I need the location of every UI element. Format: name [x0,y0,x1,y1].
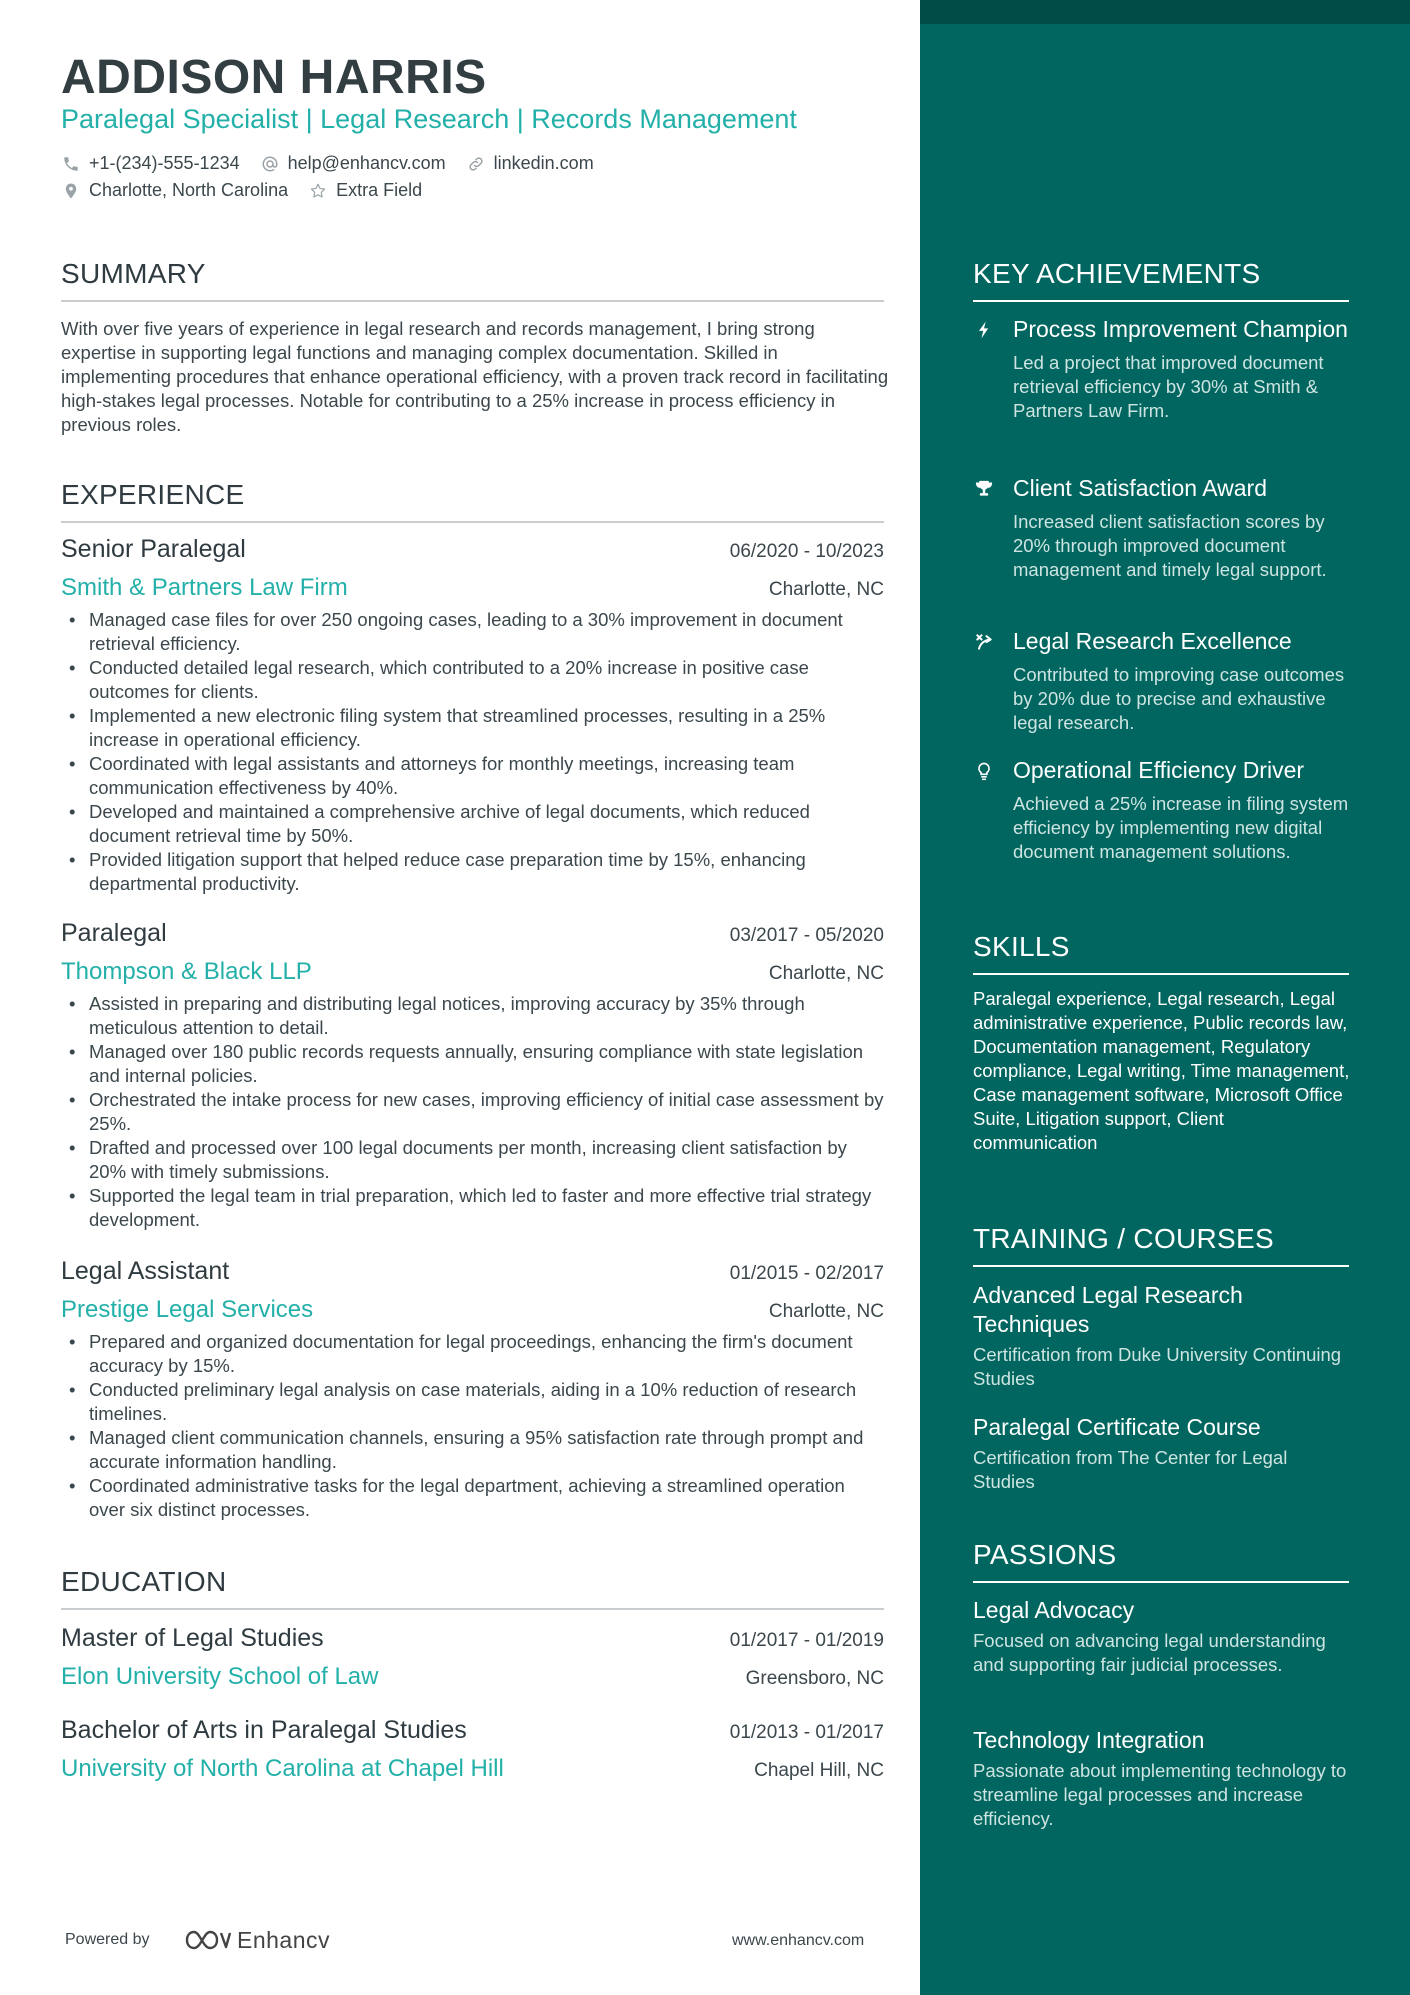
sidebar-top-bar [920,0,1410,24]
job-location: Charlotte, NC [768,579,884,600]
passion-desc: Focused on advancing legal understanding and supporting fair judicial processes. [973,1630,1326,1675]
training-item [973,1281,1353,1391]
contact-email[interactable] [260,153,446,174]
list-item: • Conducted detailed legal research, which contributed to a 20% increase in positive case outcomes for clients. [61,656,884,704]
list-item: • Managed case files for over 250 ongoing cases, leading to a 30% improvement in document retrieval efficiency. [61,608,884,656]
achievement-item [973,315,1353,423]
candidate-name: ADDISON HARRIS [61,51,487,104]
achievement-title: Process Improvement Champion [1013,316,1348,342]
experience-heading: EXPERIENCE [61,479,884,523]
contact-extra [308,180,422,201]
list-item: • Implemented a new electronic filing system that streamlined processes, resulting in a 25% increase in operational efficiency. [61,704,884,752]
training-title: Advanced Legal Research Techniques [973,1282,1243,1337]
lightbulb-icon [973,756,995,786]
job-entry [61,1257,884,1522]
list-item: • Supported the legal team in trial preparation, which led to faster and more effective trial strategy development. [61,1184,884,1232]
job-bullets [61,608,884,896]
contact-row [61,180,442,201]
passion-title: Legal Advocacy [973,1597,1135,1623]
list-item: • Drafted and processed over 100 legal documents per month, increasing client satisfaction by 20% with timely submissions. [61,1136,884,1184]
achievement-item [973,627,1353,735]
enhancv-logo[interactable] [183,1920,330,1960]
trophy-icon [973,474,995,504]
summary-heading: SUMMARY [61,258,884,302]
list-item: • Managed over 180 public records requests annually, ensuring compliance with state legislation and internal policies. [61,1040,884,1088]
achievement-title: Client Satisfaction Award [1013,475,1267,501]
job-bullets [61,992,884,1232]
list-item: • Provided litigation support that helped reduce case preparation time by 15%, enhancing departmental productivity. [61,848,884,896]
list-item: • Conducted preliminary legal analysis on case materials, aiding in a 10% reduction of research timelines. [61,1378,884,1426]
list-item: • Developed and maintained a comprehensive archive of legal documents, which reduced document retrieval time by 50%. [61,800,884,848]
skills-heading: SKILLS [973,931,1349,975]
extra-text: Extra Field [336,180,423,200]
achievement-item [973,474,1353,582]
achievement-desc: Led a project that improved document retrieval efficiency by 30% at Smith & Partners Law Firm. [1013,352,1324,421]
education-entry [61,1624,884,1691]
job-location: Charlotte, NC [768,963,884,984]
strategy-icon [973,627,995,657]
contact-linkedin[interactable] [466,153,594,174]
education-heading: EDUCATION [61,1566,884,1610]
passion-item [973,1726,1353,1831]
job-company: Thompson & Black LLP [61,958,312,985]
powered-by-label: Powered by [65,1931,150,1948]
achievement-title: Operational Efficiency Driver [1013,757,1305,783]
enhancv-logo-icon [183,1920,231,1960]
job-entry [61,535,884,896]
job-dates: 03/2017 - 05/2020 [729,925,884,946]
star-icon [308,181,328,201]
education-dates: 01/2013 - 01/2017 [729,1722,884,1743]
training-desc: Certification from The Center for Legal Studies [973,1447,1288,1492]
training-heading: TRAINING / COURSES [973,1223,1349,1267]
achievement-desc: Contributed to improving case outcomes by 20% due to precise and exhaustive legal research. [1013,664,1345,733]
education-location: Greensboro, NC [745,1668,884,1689]
passion-title: Technology Integration [973,1727,1205,1753]
training-title: Paralegal Certificate Course [973,1414,1261,1440]
list-item: • Coordinated administrative tasks for the legal department, achieving a streamlined operation over six distinct processes. [61,1474,884,1522]
achievement-desc: Achieved a 25% increase in filing system efficiency by implementing new digital document management solutions. [1013,793,1349,862]
job-company: Prestige Legal Services [61,1296,314,1323]
passions-heading: PASSIONS [973,1539,1349,1583]
contact-phone[interactable] [61,153,240,174]
job-title: Legal Assistant [61,1257,230,1285]
location-text: Charlotte, North Carolina [89,180,289,200]
education-dates: 01/2017 - 01/2019 [729,1630,884,1651]
list-item: • Managed client communication channels, ensuring a 95% satisfaction rate through prompt and accurate information handling. [61,1426,884,1474]
training-desc: Certification from Duke University Continuing Studies [973,1344,1342,1389]
footer-url[interactable]: www.enhancv.com [732,1932,865,1949]
education-entry [61,1716,884,1783]
passion-item [973,1596,1353,1677]
list-item: • Prepared and organized documentation for legal proceedings, enhancing the firm's document accuracy by 15%. [61,1330,884,1378]
job-dates: 01/2015 - 02/2017 [729,1263,884,1284]
lightning-icon [973,315,995,345]
phone-icon [61,154,81,174]
skills-text: Paralegal experience, Legal research, Legal administrative experience, Public records law, Documentation management, Regulatory compliance, Legal writing, Time management, Case management software, Microsoft Office Suite, Litigation support, Client communication [973,988,1350,1153]
at-icon [260,154,280,174]
degree: Bachelor of Arts in Paralegal Studies [61,1716,467,1744]
list-item: • Coordinated with legal assistants and attorneys for monthly meetings, increasing team communication effectiveness by 40%. [61,752,884,800]
achievement-title: Legal Research Excellence [1013,628,1292,654]
degree: Master of Legal Studies [61,1624,324,1652]
job-bullets [61,1330,884,1522]
link-icon [466,154,486,174]
summary-text: With over five years of experience in legal research and records management, I bring strong expertise in supporting legal functions and managing complex documentation. Skilled in implementing procedures that enhance operational efficiency, with a proven track record in facilitating high-stakes legal processes. Notable for contributing to a 25% increase in process efficiency in previous roles. [61,318,889,435]
education-location: Chapel Hill, NC [754,1760,884,1781]
linkedin-text: linkedin.com [493,153,594,173]
job-entry [61,919,884,1232]
training-item [973,1413,1353,1494]
school: Elon University School of Law [61,1663,379,1690]
passion-desc: Passionate about implementing technology to streamline legal processes and increase efficiency. [973,1760,1347,1829]
job-location: Charlotte, NC [768,1301,884,1322]
job-title: Senior Paralegal [61,535,246,563]
list-item: • Orchestrated the intake process for new cases, improving efficiency of initial case assessment by 25%. [61,1088,884,1136]
achievement-item [973,756,1353,864]
phone-text: +1-(234)-555-1234 [89,153,240,173]
achievements-heading: KEY ACHIEVEMENTS [973,258,1349,302]
job-company: Smith & Partners Law Firm [61,574,348,601]
job-dates: 06/2020 - 10/2023 [729,541,884,562]
brand-name: Enhancv [237,1926,331,1953]
list-item: • Assisted in preparing and distributing legal notices, improving accuracy by 35% through meticulous attention to detail. [61,992,884,1040]
achievement-desc: Increased client satisfaction scores by 20% through improved document management and timely legal support. [1013,511,1327,580]
contact-location [61,180,288,201]
contact-row [61,153,614,174]
school: University of North Carolina at Chapel Hill [61,1755,504,1782]
job-title: Paralegal [61,919,167,947]
location-pin-icon [61,181,81,201]
email-text: help@enhancv.com [287,153,446,173]
headline: Paralegal Specialist | Legal Research | Records Management [61,104,797,134]
